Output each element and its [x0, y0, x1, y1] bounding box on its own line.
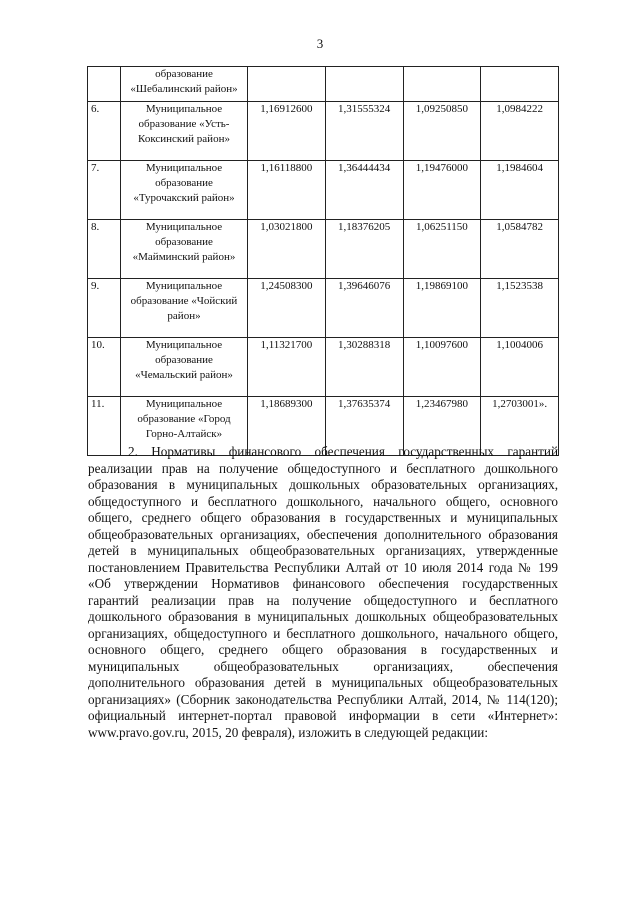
value-cell: 1,18376205 — [325, 220, 403, 279]
value-cell: 1,06251150 — [403, 220, 481, 279]
value-cell: 1,30288318 — [325, 338, 403, 397]
value-cell — [403, 67, 481, 102]
table-row — [88, 338, 559, 397]
row-number: 7. — [88, 161, 121, 220]
value-cell: 1,37635374 — [325, 397, 403, 456]
value-cell: 1,1984604 — [481, 161, 559, 220]
body-paragraph — [88, 444, 558, 741]
value-cell: 1,03021800 — [248, 220, 326, 279]
table-row — [88, 279, 559, 338]
value-cell: 1,18689300 — [248, 397, 326, 456]
row-number: 10. — [88, 338, 121, 397]
value-cell: 1,1004006 — [481, 338, 559, 397]
value-cell: 1,2703001». — [481, 397, 559, 456]
row-number: 8. — [88, 220, 121, 279]
value-cell — [481, 67, 559, 102]
municipality-name: Муниципальное образование «Усть-Коксинский район» — [121, 102, 248, 161]
table-row — [88, 102, 559, 161]
value-cell — [248, 67, 326, 102]
value-cell: 1,31555324 — [325, 102, 403, 161]
row-number: 6. — [88, 102, 121, 161]
row-number — [88, 67, 121, 102]
row-number: 9. — [88, 279, 121, 338]
municipality-name: Муниципальное образование «Чойский район» — [121, 279, 248, 338]
table-row — [88, 220, 559, 279]
value-cell: 1,11321700 — [248, 338, 326, 397]
municipality-name: Муниципальное образование «Чемальский район» — [121, 338, 248, 397]
coefficients-table — [87, 66, 559, 456]
value-cell: 1,0984222 — [481, 102, 559, 161]
value-cell — [325, 67, 403, 102]
paragraph-text: 2. Нормативы финансового обеспечения государственных гарантий реализации прав на получение общедоступного и бесплатного дошкольного образования в муниципальных дошкольных образовательных организациях, общедоступного и бесплатного дошкольного, начального общего, основного общего, среднего общего образования в государственных и муниципальных общеобразовательных организациях, обеспечения дополнительного образования детей в муниципальных общеобразовательных организациях, утвержденные постановлением Правительства Республики Алтай от 10 июля 2014 года № 199 «Об утверждении Нормативов финансового обеспечения государственных гарантий реализации прав на получение общедоступного и бесплатного дошкольного образования в муниципальных дошкольных общеобразовательных организациях, общедоступного и бесплатного дошкольного, начального общего, основного общего, среднего общего образования в государственных и муниципальных общеобразовательных организациях, обеспечения дополнительного образования детей в муниципальных общеобразовательных организациях» (Сборник законодательства Республики Алтай, 2014, № 114(120); официальный интернет-портал правовой информации в сети «Интернет»: www.pravo.gov.ru, 2015, 20 февраля), изложить в следующей редакции: — [88, 444, 558, 740]
value-cell: 1,19476000 — [403, 161, 481, 220]
municipality-name: Муниципальное образование «Город Горно-Алтайск» — [121, 397, 248, 456]
value-cell: 1,16118800 — [248, 161, 326, 220]
value-cell: 1,36444434 — [325, 161, 403, 220]
value-cell: 1,16912600 — [248, 102, 326, 161]
page-number: 3 — [316, 36, 324, 51]
municipality-name: Муниципальное образование «Майминский район» — [121, 220, 248, 279]
value-cell: 1,09250850 — [403, 102, 481, 161]
table-row-continued — [88, 67, 559, 102]
municipality-name: Муниципальное образование «Турочакский район» — [121, 161, 248, 220]
value-cell: 1,24508300 — [248, 279, 326, 338]
value-cell: 1,0584782 — [481, 220, 559, 279]
value-cell: 1,23467980 — [403, 397, 481, 456]
value-cell: 1,1523538 — [481, 279, 559, 338]
value-cell: 1,19869100 — [403, 279, 481, 338]
value-cell: 1,39646076 — [325, 279, 403, 338]
table-row — [88, 161, 559, 220]
value-cell: 1,10097600 — [403, 338, 481, 397]
municipality-name: образование «Шебалинский район» — [121, 67, 248, 102]
row-number: 11. — [88, 397, 121, 456]
